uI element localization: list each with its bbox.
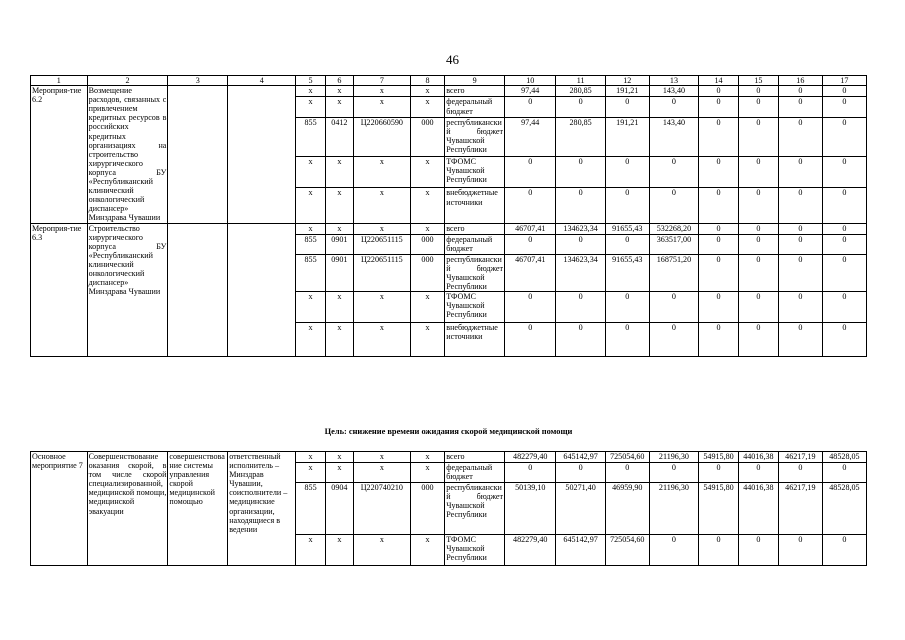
year-amount: 46707,41 bbox=[505, 223, 556, 234]
year-amount: 0 bbox=[699, 535, 739, 566]
column-number: 7 bbox=[354, 76, 411, 86]
section-code: x bbox=[325, 86, 353, 97]
year-amount: 0 bbox=[778, 156, 822, 188]
grbs-code: 855 bbox=[296, 254, 325, 291]
year-amount: 0 bbox=[778, 535, 822, 566]
year-amount: 0 bbox=[738, 234, 778, 254]
column-number: 12 bbox=[605, 76, 649, 86]
funding-source: республиканский бюджет Чувашской Республики bbox=[446, 118, 504, 155]
year-amount: 134623,34 bbox=[556, 254, 605, 291]
funding-source: ТФОМС Чувашской Республики bbox=[445, 156, 505, 188]
grbs-code: x bbox=[296, 86, 325, 97]
expense-type: 000 bbox=[410, 254, 445, 291]
year-amount: 50271,40 bbox=[556, 483, 605, 535]
year-amount: 0 bbox=[556, 156, 605, 188]
year-amount: 0 bbox=[738, 188, 778, 223]
funding-source: федеральный бюджет bbox=[445, 234, 505, 254]
section-code: 0901 bbox=[325, 254, 353, 291]
year-amount: 0 bbox=[822, 291, 866, 322]
expense-type: 000 bbox=[410, 234, 445, 254]
year-amount: 0 bbox=[505, 234, 556, 254]
measure-code: Мероприя-тие 6.3 bbox=[31, 223, 88, 356]
expense-type: 000 bbox=[410, 118, 445, 157]
year-amount: 91655,43 bbox=[605, 223, 649, 234]
measure-6-3-block bbox=[31, 223, 867, 356]
measure-code: Мероприя-тие 6.2 bbox=[31, 86, 88, 223]
target-article: Ц220651115 bbox=[354, 234, 411, 254]
grbs-code: 855 bbox=[296, 118, 325, 157]
year-amount: 0 bbox=[505, 463, 556, 483]
year-amount: 645142,97 bbox=[556, 535, 605, 566]
year-amount: 48528,05 bbox=[822, 483, 866, 535]
year-amount: 0 bbox=[605, 156, 649, 188]
year-amount: 0 bbox=[556, 234, 605, 254]
year-amount: 191,21 bbox=[605, 118, 649, 157]
column-number: 17 bbox=[822, 76, 866, 86]
funding-source: федеральный бюджет bbox=[445, 97, 505, 118]
funding-source: ТФОМС Чувашской Республики bbox=[445, 535, 505, 566]
year-amount: 0 bbox=[822, 535, 866, 566]
section-code: x bbox=[325, 188, 353, 223]
year-amount: 0 bbox=[738, 322, 778, 356]
year-amount: 0 bbox=[605, 97, 649, 118]
funding-source: республиканский бюджет Чувашской Республики bbox=[446, 254, 504, 291]
year-amount: 645142,97 bbox=[556, 452, 605, 463]
measure-name: Совершенствование оказания скорой, в том числе скорой специализированной, медицинской помощи, медицинской эвакуации bbox=[87, 452, 168, 566]
column-number: 6 bbox=[325, 76, 353, 86]
grbs-code: 855 bbox=[296, 234, 325, 254]
year-amount: 725054,60 bbox=[605, 452, 649, 463]
grbs-code: x bbox=[296, 223, 325, 234]
year-amount: 54915,80 bbox=[699, 452, 739, 463]
column-number: 5 bbox=[296, 76, 325, 86]
measure-7-block bbox=[31, 452, 867, 566]
expense-type: x bbox=[410, 452, 445, 463]
target-article: Ц220740210 bbox=[354, 483, 411, 535]
funding-source: федеральный бюджет bbox=[445, 463, 505, 483]
measure-code: Основное мероприятие 7 bbox=[31, 452, 88, 566]
target-article: Ц220651115 bbox=[354, 254, 411, 291]
target-article: Ц220660590 bbox=[354, 118, 411, 157]
year-amount: 0 bbox=[699, 291, 739, 322]
year-amount: 143,40 bbox=[649, 86, 698, 97]
column-number-header bbox=[31, 76, 867, 86]
target-article: x bbox=[354, 97, 411, 118]
year-amount: 0 bbox=[605, 322, 649, 356]
year-amount: 0 bbox=[738, 463, 778, 483]
year-amount: 21196,30 bbox=[649, 483, 698, 535]
expense-type: x bbox=[410, 463, 445, 483]
funding-source: всего bbox=[445, 452, 505, 463]
year-amount: 0 bbox=[649, 463, 698, 483]
funding-source: внебюджетные источники bbox=[445, 322, 505, 356]
measure-6-2-block bbox=[31, 86, 867, 223]
year-amount: 0 bbox=[822, 97, 866, 118]
expense-type: x bbox=[410, 86, 445, 97]
year-amount: 0 bbox=[556, 188, 605, 223]
grbs-code: x bbox=[296, 463, 325, 483]
expense-type: x bbox=[410, 223, 445, 234]
year-amount: 0 bbox=[699, 254, 739, 291]
year-amount: 0 bbox=[505, 188, 556, 223]
empty-cell bbox=[168, 86, 228, 223]
expense-type: x bbox=[410, 156, 445, 188]
year-amount: 54915,80 bbox=[699, 483, 739, 535]
year-amount: 725054,60 bbox=[605, 535, 649, 566]
year-amount: 46217,19 bbox=[778, 452, 822, 463]
funding-source: всего bbox=[445, 86, 505, 97]
year-amount: 0 bbox=[738, 223, 778, 234]
year-amount: 0 bbox=[699, 223, 739, 234]
expected-result: совершенствование системы управления скорой медицинской помощью bbox=[168, 452, 228, 566]
column-number: 15 bbox=[738, 76, 778, 86]
year-amount: 0 bbox=[505, 322, 556, 356]
year-amount: 0 bbox=[822, 234, 866, 254]
year-amount: 0 bbox=[822, 118, 866, 157]
year-amount: 46217,19 bbox=[778, 483, 822, 535]
year-amount: 0 bbox=[649, 188, 698, 223]
column-number: 1 bbox=[31, 76, 88, 86]
expense-type: x bbox=[410, 291, 445, 322]
year-amount: 0 bbox=[699, 322, 739, 356]
expense-type: x bbox=[410, 188, 445, 223]
year-amount: 0 bbox=[605, 463, 649, 483]
year-amount: 0 bbox=[649, 535, 698, 566]
target-article: x bbox=[354, 156, 411, 188]
year-amount: 0 bbox=[505, 291, 556, 322]
column-number: 8 bbox=[410, 76, 445, 86]
grbs-code: x bbox=[296, 188, 325, 223]
year-amount: 0 bbox=[778, 234, 822, 254]
empty-cell bbox=[228, 86, 296, 223]
column-number: 9 bbox=[445, 76, 505, 86]
column-number: 10 bbox=[505, 76, 556, 86]
grbs-code: x bbox=[296, 322, 325, 356]
target-article: x bbox=[354, 86, 411, 97]
year-amount: 0 bbox=[605, 234, 649, 254]
target-article: x bbox=[354, 223, 411, 234]
year-amount: 0 bbox=[699, 188, 739, 223]
year-amount: 482279,40 bbox=[505, 535, 556, 566]
year-amount: 0 bbox=[556, 97, 605, 118]
year-amount: 0 bbox=[778, 254, 822, 291]
year-amount: 0 bbox=[738, 118, 778, 157]
column-number: 13 bbox=[649, 76, 698, 86]
funding-source: республиканский бюджет Чувашской Республики bbox=[445, 483, 505, 535]
goal-heading: Цель: снижение времени ожидания скорой медицинской помощи bbox=[324, 427, 573, 436]
year-amount: 191,21 bbox=[605, 86, 649, 97]
year-amount: 0 bbox=[699, 118, 739, 157]
section-code: x bbox=[325, 223, 353, 234]
grbs-code: 855 bbox=[296, 483, 325, 535]
year-amount: 0 bbox=[778, 118, 822, 157]
target-article: x bbox=[354, 463, 411, 483]
year-amount: 0 bbox=[738, 156, 778, 188]
column-number: 2 bbox=[87, 76, 168, 86]
year-amount: 0 bbox=[649, 156, 698, 188]
year-amount: 0 bbox=[778, 188, 822, 223]
funding-row bbox=[31, 452, 867, 463]
year-amount: 0 bbox=[699, 156, 739, 188]
year-amount: 0 bbox=[649, 322, 698, 356]
year-amount: 0 bbox=[822, 156, 866, 188]
funding-row bbox=[31, 223, 867, 234]
expense-type: x bbox=[410, 97, 445, 118]
target-article: x bbox=[354, 188, 411, 223]
funding-row bbox=[31, 86, 867, 97]
year-amount: 0 bbox=[699, 86, 739, 97]
target-article: x bbox=[354, 322, 411, 356]
section-code: x bbox=[325, 97, 353, 118]
year-amount: 0 bbox=[778, 97, 822, 118]
column-number: 4 bbox=[228, 76, 296, 86]
year-amount: 532268,20 bbox=[649, 223, 698, 234]
section-code: x bbox=[325, 452, 353, 463]
header-row bbox=[31, 76, 867, 86]
expense-type: x bbox=[410, 535, 445, 566]
section-code: 0904 bbox=[325, 483, 353, 535]
year-amount: 0 bbox=[822, 463, 866, 483]
year-amount: 0 bbox=[778, 223, 822, 234]
funding-source: ТФОМС Чувашской Республики bbox=[445, 291, 505, 322]
year-amount: 0 bbox=[699, 234, 739, 254]
section-code: x bbox=[325, 535, 353, 566]
year-amount: 0 bbox=[699, 97, 739, 118]
year-amount: 0 bbox=[556, 291, 605, 322]
grbs-code: x bbox=[296, 535, 325, 566]
year-amount: 97,44 bbox=[505, 86, 556, 97]
year-amount: 0 bbox=[505, 156, 556, 188]
year-amount: 0 bbox=[778, 86, 822, 97]
year-amount: 44016,38 bbox=[738, 483, 778, 535]
section-code: x bbox=[325, 291, 353, 322]
year-amount: 48528,05 bbox=[822, 452, 866, 463]
page-number: 46 bbox=[446, 52, 459, 67]
year-amount: 280,85 bbox=[556, 118, 605, 157]
year-amount: 91655,43 bbox=[605, 254, 649, 291]
year-amount: 0 bbox=[778, 463, 822, 483]
column-number: 16 bbox=[778, 76, 822, 86]
measure-name: Строительство хирургического корпуса БУ «Республиканский клинический онкологический диспансер» Минздрава Чувашии bbox=[87, 223, 168, 356]
year-amount: 0 bbox=[505, 97, 556, 118]
expense-type: x bbox=[410, 322, 445, 356]
section-code: x bbox=[325, 156, 353, 188]
year-amount: 363517,00 bbox=[649, 234, 698, 254]
responsible-executor: ответственный исполнитель – Минздрав Чувашии, соисполнители – медицинские организации, находящиеся в ведении bbox=[228, 452, 296, 566]
year-amount: 21196,30 bbox=[649, 452, 698, 463]
year-amount: 0 bbox=[778, 291, 822, 322]
section-code: x bbox=[325, 463, 353, 483]
year-amount: 0 bbox=[738, 291, 778, 322]
year-amount: 46959,90 bbox=[605, 483, 649, 535]
year-amount: 0 bbox=[778, 322, 822, 356]
program-table-top bbox=[30, 75, 867, 357]
year-amount: 0 bbox=[738, 254, 778, 291]
year-amount: 0 bbox=[699, 463, 739, 483]
grbs-code: x bbox=[296, 156, 325, 188]
year-amount: 280,85 bbox=[556, 86, 605, 97]
year-amount: 168751,20 bbox=[649, 254, 698, 291]
year-amount: 0 bbox=[822, 86, 866, 97]
target-article: x bbox=[354, 291, 411, 322]
grbs-code: x bbox=[296, 97, 325, 118]
year-amount: 0 bbox=[738, 86, 778, 97]
year-amount: 46707,41 bbox=[505, 254, 556, 291]
column-number: 3 bbox=[168, 76, 228, 86]
year-amount: 134623,34 bbox=[556, 223, 605, 234]
section-code: 0901 bbox=[325, 234, 353, 254]
grbs-code: x bbox=[296, 452, 325, 463]
year-amount: 0 bbox=[605, 188, 649, 223]
year-amount: 0 bbox=[822, 322, 866, 356]
target-article: x bbox=[354, 535, 411, 566]
program-table-bottom bbox=[30, 451, 867, 566]
column-number: 11 bbox=[556, 76, 605, 86]
year-amount: 0 bbox=[649, 291, 698, 322]
year-amount: 50139,10 bbox=[505, 483, 556, 535]
year-amount: 143,40 bbox=[649, 118, 698, 157]
section-code: 0412 bbox=[325, 118, 353, 157]
year-amount: 0 bbox=[649, 97, 698, 118]
year-amount: 44016,38 bbox=[738, 452, 778, 463]
expense-type: 000 bbox=[410, 483, 445, 535]
year-amount: 0 bbox=[822, 223, 866, 234]
year-amount: 0 bbox=[605, 291, 649, 322]
grbs-code: x bbox=[296, 291, 325, 322]
year-amount: 0 bbox=[738, 97, 778, 118]
section-code: x bbox=[325, 322, 353, 356]
funding-source: всего bbox=[445, 223, 505, 234]
funding-source: внебюджетные источники bbox=[445, 188, 505, 223]
year-amount: 0 bbox=[738, 535, 778, 566]
empty-cell bbox=[168, 223, 228, 356]
year-amount: 482279,40 bbox=[505, 452, 556, 463]
year-amount: 0 bbox=[556, 463, 605, 483]
target-article: x bbox=[354, 452, 411, 463]
year-amount: 97,44 bbox=[505, 118, 556, 157]
year-amount: 0 bbox=[822, 254, 866, 291]
column-number: 14 bbox=[699, 76, 739, 86]
year-amount: 0 bbox=[556, 322, 605, 356]
empty-cell bbox=[228, 223, 296, 356]
year-amount: 0 bbox=[822, 188, 866, 223]
measure-name: Возмещение расходов, связанных с привлечением кредитных ресурсов в российских кредитных организациях на строительство хирургического корпуса БУ «Республиканский клинический онкологический диспансер» Минздрава Чувашии bbox=[88, 86, 167, 223]
